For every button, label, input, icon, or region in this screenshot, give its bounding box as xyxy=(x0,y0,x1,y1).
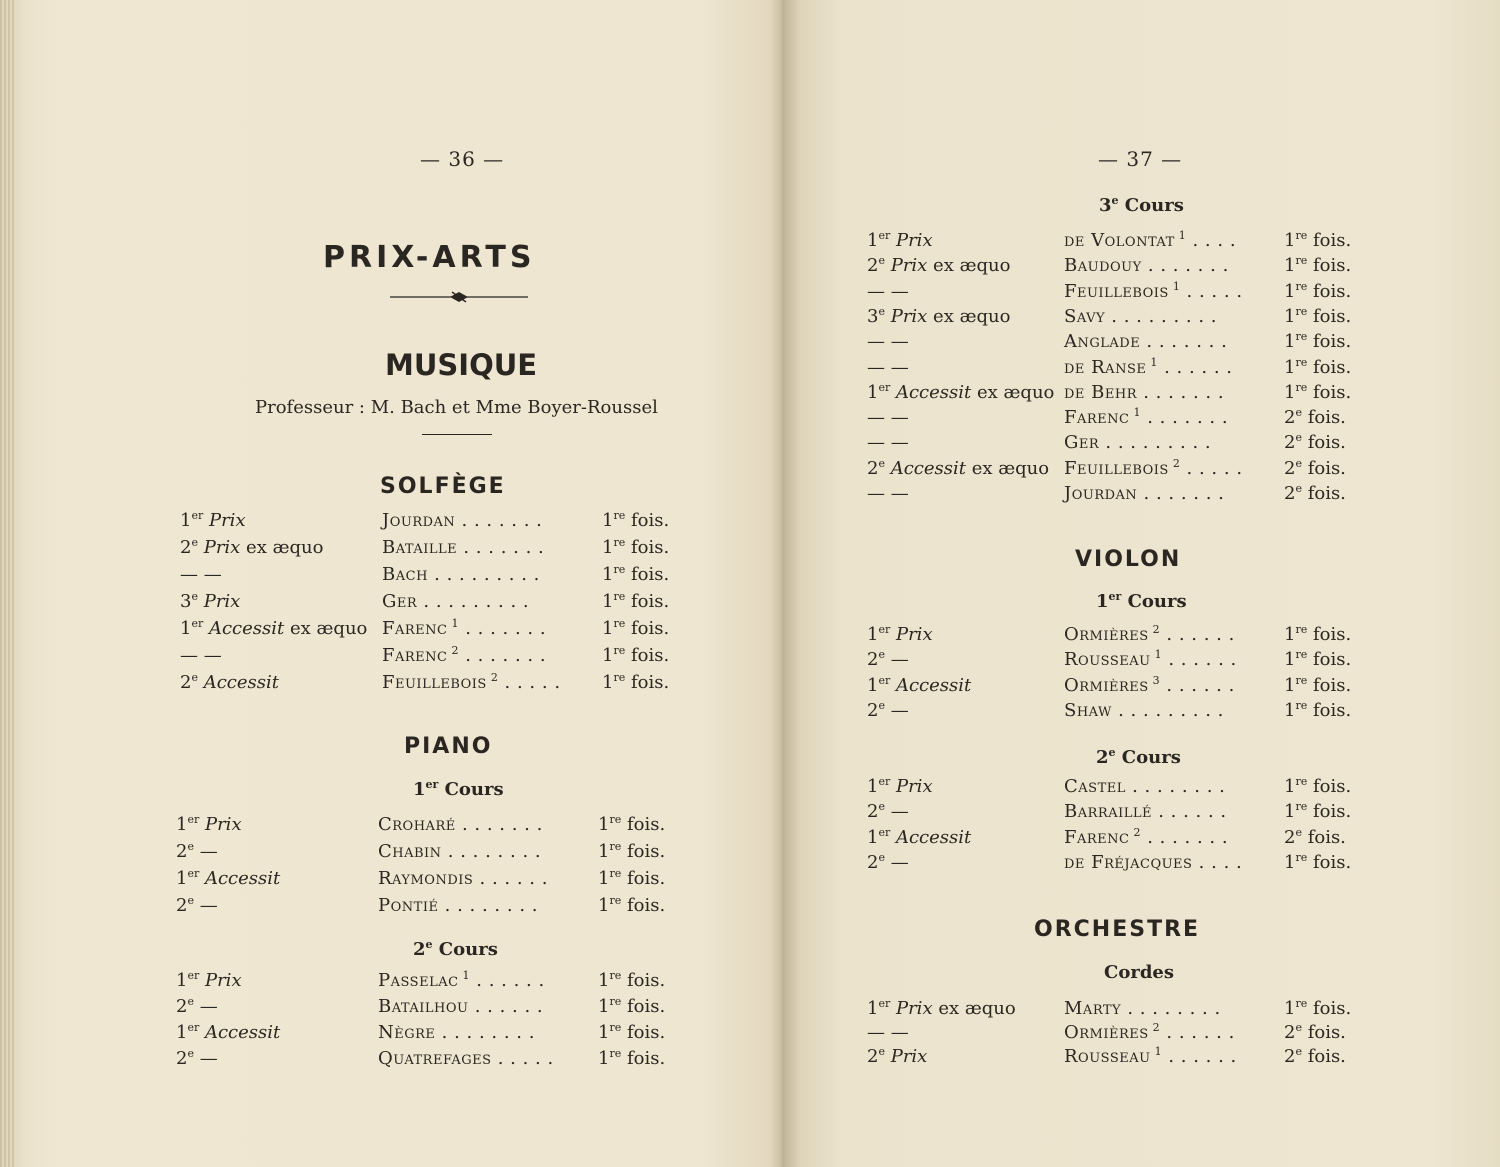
award-row xyxy=(867,1022,1467,1048)
award-times: 2e fois. xyxy=(1284,456,1346,479)
award-times: 1re fois. xyxy=(1284,850,1352,873)
award-row xyxy=(867,776,1467,802)
award-times: 1re fois. xyxy=(1284,673,1352,696)
award-rank: 1er Prix xyxy=(180,509,246,531)
subheading-violon-cours1: 1er Cours xyxy=(1096,590,1187,612)
student-name: Farenc $^2$ . . . . . . . xyxy=(1064,825,1229,848)
award-row xyxy=(867,255,1467,281)
award-rank: 2e Accessit ex æquo xyxy=(867,456,1050,479)
award-rank: 3e Prix xyxy=(180,590,241,612)
award-row xyxy=(867,432,1467,458)
award-times: 1re fois. xyxy=(1284,380,1352,403)
award-rank: 1er Accessit ex æquo xyxy=(180,617,368,639)
award-rank: 2e — xyxy=(867,800,909,823)
subheading-piano-cours1: 1er Cours xyxy=(413,778,504,800)
award-times: 2e fois. xyxy=(1284,482,1346,504)
student-name: Bach . . . . . . . . . xyxy=(382,564,540,585)
award-rank: 1er Prix xyxy=(176,969,242,991)
award-rank: — — xyxy=(180,645,222,666)
award-rank: 1er Accessit xyxy=(176,1021,281,1043)
award-times: 1re fois. xyxy=(598,867,666,889)
award-times: 2e fois. xyxy=(1284,825,1346,848)
award-row xyxy=(867,483,1467,509)
award-times: 1re fois. xyxy=(602,671,670,693)
award-times: 2e fois. xyxy=(1284,406,1346,429)
award-rank: 2e Prix ex æquo xyxy=(180,536,324,558)
student-name: Feuillebois $^2$ . . . . . xyxy=(382,671,561,693)
page-edges xyxy=(0,0,16,1167)
award-times: 1re fois. xyxy=(598,813,666,835)
award-times: 1re fois. xyxy=(602,536,670,558)
student-name: Batailhou . . . . . . xyxy=(378,996,544,1017)
student-name: de Behr . . . . . . . xyxy=(1064,381,1225,403)
section-heading-musique: MUSIQUE xyxy=(385,348,538,382)
award-times: 1re fois. xyxy=(1284,229,1352,251)
ornament-divider xyxy=(390,290,528,304)
award-rank: — — xyxy=(867,407,909,429)
award-row xyxy=(176,841,676,867)
award-times: 1re fois. xyxy=(1284,330,1352,353)
award-row xyxy=(867,998,1467,1024)
page-number: — 37 — xyxy=(1098,147,1183,171)
award-times: 1re fois. xyxy=(1284,698,1352,721)
subheading-violon-cours2: 2e Cours xyxy=(1096,746,1181,768)
award-times: 2e fois. xyxy=(1284,1045,1346,1067)
student-name: Croharé . . . . . . . xyxy=(378,814,543,835)
award-rank: 1er Accessit ex æquo xyxy=(867,380,1055,403)
student-name: Ger . . . . . . . . . xyxy=(1064,432,1212,454)
heading-piano: PIANO xyxy=(404,734,493,759)
student-name: de Volontat $^1$ . . . . xyxy=(1064,229,1237,251)
award-times: 1re fois. xyxy=(598,894,666,916)
subheading-piano-cours2: 2e Cours xyxy=(413,938,498,960)
student-name: Barraillé . . . . . . xyxy=(1064,801,1227,823)
student-name: Quatrefages . . . . . xyxy=(378,1048,554,1069)
award-row xyxy=(180,591,680,617)
award-rank: 2e — xyxy=(867,648,909,671)
award-times: 1re fois. xyxy=(602,509,670,531)
student-name: Farenc $^2$ . . . . . . . xyxy=(382,644,547,666)
award-rank: — — xyxy=(867,483,909,504)
student-name: Jourdan . . . . . . . xyxy=(382,510,543,531)
award-rank: — — xyxy=(867,331,909,353)
student-name: Anglade . . . . . . . xyxy=(1064,331,1228,353)
award-rank: 3e Prix ex æquo xyxy=(867,304,1011,327)
award-times: 1re fois. xyxy=(598,840,666,862)
award-times: 1re fois. xyxy=(1284,800,1352,823)
award-row xyxy=(176,1022,676,1048)
student-name: Chabin . . . . . . . . xyxy=(378,841,542,862)
award-times: 1re fois. xyxy=(598,1047,666,1069)
student-name: Marty . . . . . . . . xyxy=(1064,998,1221,1019)
award-times: 1re fois. xyxy=(1284,355,1352,378)
award-row xyxy=(867,700,1467,726)
student-name: Feuillebois $^1$ . . . . . xyxy=(1064,279,1243,302)
award-rank: 1er Accessit xyxy=(867,825,972,848)
award-times: 1re fois. xyxy=(1284,279,1352,302)
award-rank: — — xyxy=(180,564,222,585)
award-rank: — — xyxy=(867,356,909,378)
student-name: Ger . . . . . . . . . xyxy=(382,591,530,612)
award-rank: 1er Prix xyxy=(867,775,933,797)
award-times: 1re fois. xyxy=(1284,254,1352,277)
professor-line: Professeur : M. Bach et Mme Boyer-Roussel xyxy=(255,397,658,418)
award-times: 1re fois. xyxy=(1284,997,1352,1019)
short-rule xyxy=(422,434,492,435)
student-name: Feuillebois $^2$ . . . . . xyxy=(1064,456,1243,479)
student-name: de Ranse $^1$ . . . . . . xyxy=(1064,355,1233,378)
heading-orchestre: ORCHESTRE xyxy=(1034,917,1201,942)
award-times: 1re fois. xyxy=(602,590,670,612)
award-row xyxy=(180,510,680,536)
award-row xyxy=(867,306,1467,332)
award-row xyxy=(867,1046,1467,1072)
award-row xyxy=(867,852,1467,878)
page-number: — 36 — xyxy=(420,147,505,171)
award-rank: 2e Accessit xyxy=(180,671,279,693)
award-row xyxy=(180,618,680,644)
award-row xyxy=(867,624,1467,650)
award-rank: 2e — xyxy=(176,995,218,1017)
award-rank: — — xyxy=(867,1022,909,1043)
award-times: 1re fois. xyxy=(598,1021,666,1043)
student-name: Rousseau $^1$ . . . . . . xyxy=(1064,1045,1237,1067)
award-times: 2e fois. xyxy=(1284,1021,1346,1043)
award-rank: 2e Prix xyxy=(867,1045,928,1067)
award-row xyxy=(176,970,676,996)
student-name: Rousseau $^1$ . . . . . . xyxy=(1064,648,1237,671)
award-rank: 2e Prix ex æquo xyxy=(867,254,1011,277)
award-row xyxy=(867,675,1467,701)
award-row xyxy=(867,827,1467,853)
award-times: 2e fois. xyxy=(1284,431,1346,454)
student-name: Nègre . . . . . . . . xyxy=(378,1022,535,1043)
student-name: Ormières $^3$ . . . . . . xyxy=(1064,673,1235,696)
award-rank: — — xyxy=(867,280,909,302)
award-rank: 1er Prix xyxy=(176,813,242,835)
award-rank: 2e — xyxy=(867,850,909,873)
award-times: 1re fois. xyxy=(1284,775,1352,797)
student-name: Passelac $^1$ . . . . . . xyxy=(378,969,545,991)
award-row xyxy=(867,458,1467,484)
student-name: Pontié . . . . . . . . xyxy=(378,895,538,916)
student-name: Raymondis . . . . . . xyxy=(378,868,548,889)
award-rank: — — xyxy=(867,432,909,454)
award-row xyxy=(180,537,680,563)
award-times: 1re fois. xyxy=(598,995,666,1017)
student-name: Farenc $^1$ . . . . . . . xyxy=(1064,406,1229,429)
award-row xyxy=(176,895,676,921)
award-rank: 1er Accessit xyxy=(176,867,281,889)
award-row xyxy=(176,814,676,840)
award-rank: 2e — xyxy=(176,840,218,862)
award-rank: 2e — xyxy=(176,1047,218,1069)
award-times: 1re fois. xyxy=(1284,648,1352,671)
student-name: Savy . . . . . . . . . xyxy=(1064,305,1218,327)
award-times: 1re fois. xyxy=(1284,304,1352,327)
student-name: Castel . . . . . . . . xyxy=(1064,776,1226,797)
heading-solfege: SOLFÈGE xyxy=(380,474,506,499)
award-times: 1re fois. xyxy=(598,969,666,991)
award-times: 1re fois. xyxy=(602,617,670,639)
student-name: Jourdan . . . . . . . xyxy=(1064,483,1225,504)
award-row xyxy=(867,649,1467,675)
award-row xyxy=(867,382,1467,408)
award-row xyxy=(176,868,676,894)
award-row xyxy=(867,407,1467,433)
student-name: Ormières $^2$ . . . . . . xyxy=(1064,623,1235,645)
award-row xyxy=(867,331,1467,357)
award-rank: 2e — xyxy=(176,894,218,916)
award-row xyxy=(176,1048,676,1074)
subheading-cordes: Cordes xyxy=(1104,962,1174,983)
award-rank: 2e — xyxy=(867,698,909,721)
award-row xyxy=(867,357,1467,383)
student-name: Ormières $^2$ . . . . . . xyxy=(1064,1021,1235,1043)
award-rank: 1er Prix xyxy=(867,229,933,251)
student-name: Shaw . . . . . . . . . xyxy=(1064,699,1224,721)
heading-violon: VIOLON xyxy=(1075,547,1182,572)
subheading-piano-cours3: 3e Cours xyxy=(1099,194,1184,216)
award-times: 1re fois. xyxy=(1284,623,1352,645)
award-times: 1re fois. xyxy=(602,644,670,666)
award-rank: 1er Prix ex æquo xyxy=(867,997,1016,1019)
award-times: 1re fois. xyxy=(602,563,670,585)
student-name: Baudouy . . . . . . . xyxy=(1064,255,1229,277)
student-name: de Fréjacques . . . . xyxy=(1064,851,1243,873)
right-page xyxy=(782,0,1500,1167)
award-row xyxy=(176,996,676,1022)
award-rank: 1er Prix xyxy=(867,623,933,645)
award-row xyxy=(180,645,680,671)
award-row xyxy=(867,230,1467,256)
award-row xyxy=(867,281,1467,307)
award-row xyxy=(180,672,680,698)
award-row xyxy=(180,564,680,590)
award-row xyxy=(867,801,1467,827)
page-title: PRIX-ARTS xyxy=(323,240,536,275)
award-rank: 1er Accessit xyxy=(867,673,972,696)
student-name: Bataille . . . . . . . xyxy=(382,537,545,558)
student-name: Farenc $^1$ . . . . . . . xyxy=(382,617,547,639)
